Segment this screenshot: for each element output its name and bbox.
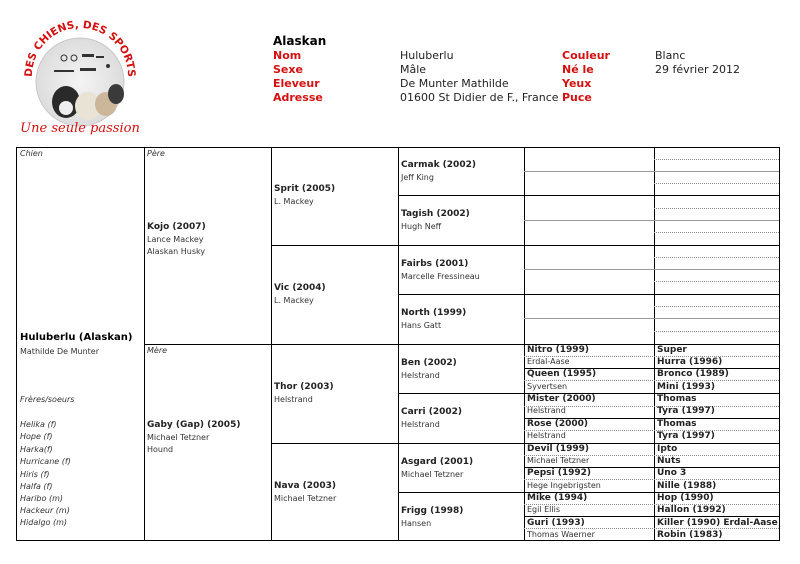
chien-label: Chien bbox=[20, 149, 43, 158]
sire-breed: Alaskan Husky bbox=[147, 247, 206, 256]
grandparent-name: Sprit (2005) bbox=[274, 184, 336, 194]
ggg-owner: Helstrand bbox=[527, 431, 566, 440]
ggg-name: Guri (1993) bbox=[527, 518, 585, 528]
sibling-item: Hope (f) bbox=[20, 432, 53, 441]
dam-breed: Hound bbox=[147, 445, 174, 454]
gg-owner: Jeff King bbox=[401, 173, 434, 182]
grandparent-name: Vic (2004) bbox=[274, 283, 326, 293]
sibling-item: Hiris (f) bbox=[20, 470, 50, 479]
gggg-name: Mini (1993) bbox=[657, 382, 715, 392]
ggg-name: Pepsi (1992) bbox=[527, 468, 591, 478]
sibling-item: Helika (f) bbox=[20, 420, 57, 429]
value-sexe: Mâle bbox=[400, 63, 427, 76]
ggg-name: Mike (1994) bbox=[527, 493, 588, 503]
sire-name: Kojo (2007) bbox=[147, 222, 206, 232]
mere-label: Mère bbox=[147, 346, 168, 355]
gggg-name: Nille (1988) bbox=[657, 481, 717, 491]
ggg-owner: Erdal-Aase bbox=[527, 357, 570, 366]
logo-top-text: DES CHIENS, DES SPORTS bbox=[22, 18, 138, 78]
club-logo bbox=[20, 14, 140, 138]
gggg-name: Hurra (1996) bbox=[657, 357, 723, 367]
gggg-name: Nuts bbox=[657, 456, 681, 466]
sibling-item: Hidalgo (m) bbox=[20, 518, 67, 527]
gggg-name: Ipto bbox=[657, 444, 678, 454]
siblings-label: Frères/soeurs bbox=[20, 395, 75, 404]
pere-label: Père bbox=[147, 149, 165, 158]
ggg-owner: Syvertsen bbox=[527, 382, 568, 391]
grandparent-owner: L. Mackey bbox=[274, 296, 314, 305]
grandparent-owner: L. Mackey bbox=[274, 197, 314, 206]
label-adresse: Adresse bbox=[273, 91, 323, 104]
dog-owner: Mathilde De Munter bbox=[20, 347, 100, 356]
sibling-item: Harka(f) bbox=[20, 445, 53, 454]
ggg-name: Mister (2000) bbox=[527, 394, 596, 404]
breed-title: Alaskan bbox=[273, 34, 327, 48]
gggg-name: Uno 3 bbox=[657, 468, 687, 478]
sibling-item: Hurricane (f) bbox=[20, 457, 71, 466]
gg-name: Tagish (2002) bbox=[401, 209, 470, 219]
label-couleur: Couleur bbox=[562, 49, 610, 62]
logo-tagline: Une seule passion bbox=[20, 121, 140, 136]
gggg-name: Hop (1990) bbox=[657, 493, 714, 503]
ggg-owner: Helstrand bbox=[527, 406, 566, 415]
gggg-name: Thomas bbox=[657, 419, 697, 429]
ggg-owner: Thomas Waerner bbox=[527, 530, 595, 539]
gg-owner: Helstrand bbox=[401, 371, 440, 380]
ggg-owner: Michael Tetzner bbox=[527, 456, 590, 465]
ggg-name: Rose (2000) bbox=[527, 419, 588, 429]
sibling-item: Halfa (f) bbox=[20, 482, 53, 491]
grandparent-owner: Helstrand bbox=[274, 395, 313, 404]
gg-name: Carmak (2002) bbox=[401, 160, 476, 170]
grandparent-name: Thor (2003) bbox=[274, 382, 334, 392]
dam-owner: Michael Tetzner bbox=[147, 433, 210, 442]
gggg-name: Super bbox=[657, 345, 687, 355]
label-puce: Puce bbox=[562, 91, 592, 104]
gg-owner: Hansen bbox=[401, 519, 432, 528]
gg-name: Asgard (2001) bbox=[401, 457, 474, 467]
gg-owner: Helstrand bbox=[401, 420, 440, 429]
gg-owner: Marcelle Fressineau bbox=[401, 272, 480, 281]
dog-name: Huluberlu (Alaskan) bbox=[20, 332, 133, 343]
gg-owner: Hugh Neff bbox=[401, 222, 442, 231]
grandparent-name: Nava (2003) bbox=[274, 481, 336, 491]
ggg-owner: Hege Ingebrigsten bbox=[527, 481, 601, 490]
gggg-name: Bronco (1989) bbox=[657, 369, 729, 379]
label-sexe: Sexe bbox=[273, 63, 303, 76]
gggg-name: Thomas bbox=[657, 394, 697, 404]
ggg-name: Devil (1999) bbox=[527, 444, 590, 454]
gg-name: Fairbs (2001) bbox=[401, 259, 469, 269]
logo-graphic bbox=[20, 14, 140, 138]
sibling-item: Hackeur (m) bbox=[20, 506, 70, 515]
gg-name: North (1999) bbox=[401, 308, 467, 318]
gg-name: Ben (2002) bbox=[401, 358, 457, 368]
gggg-name: Killer (1990) Erdal-Aase bbox=[657, 518, 778, 528]
gggg-name: Tyra (1997) bbox=[657, 431, 715, 441]
gg-name: Carri (2002) bbox=[401, 407, 463, 417]
sibling-item: Haribo (m) bbox=[20, 494, 63, 503]
value-ne-le: 29 février 2012 bbox=[655, 63, 741, 76]
pedigree-table bbox=[16, 147, 780, 541]
grandparent-owner: Michael Tetzner bbox=[274, 494, 337, 503]
gggg-name: Tyra (1997) bbox=[657, 406, 715, 416]
value-couleur: Blanc bbox=[655, 49, 686, 62]
value-nom: Huluberlu bbox=[400, 49, 454, 62]
value-adresse: 01600 St Didier de F., France bbox=[400, 91, 559, 104]
label-eleveur: Eleveur bbox=[273, 77, 320, 90]
dam-name: Gaby (Gap) (2005) bbox=[147, 420, 241, 430]
value-eleveur: De Munter Mathilde bbox=[400, 77, 509, 90]
gg-name: Frigg (1998) bbox=[401, 506, 464, 516]
sire-owner: Lance Mackey bbox=[147, 235, 204, 244]
gggg-name: Hallon (1992) bbox=[657, 505, 726, 515]
gg-owner: Michael Tetzner bbox=[401, 470, 464, 479]
label-nom: Nom bbox=[273, 49, 302, 62]
ggg-name: Nitro (1999) bbox=[527, 345, 589, 355]
gggg-name: Robin (1983) bbox=[657, 530, 723, 540]
label-ne-le: Né le bbox=[562, 63, 594, 76]
ggg-owner: Egil Ellis bbox=[527, 505, 561, 514]
label-yeux: Yeux bbox=[562, 77, 592, 90]
gg-owner: Hans Gatt bbox=[401, 321, 442, 330]
ggg-name: Queen (1995) bbox=[527, 369, 597, 379]
